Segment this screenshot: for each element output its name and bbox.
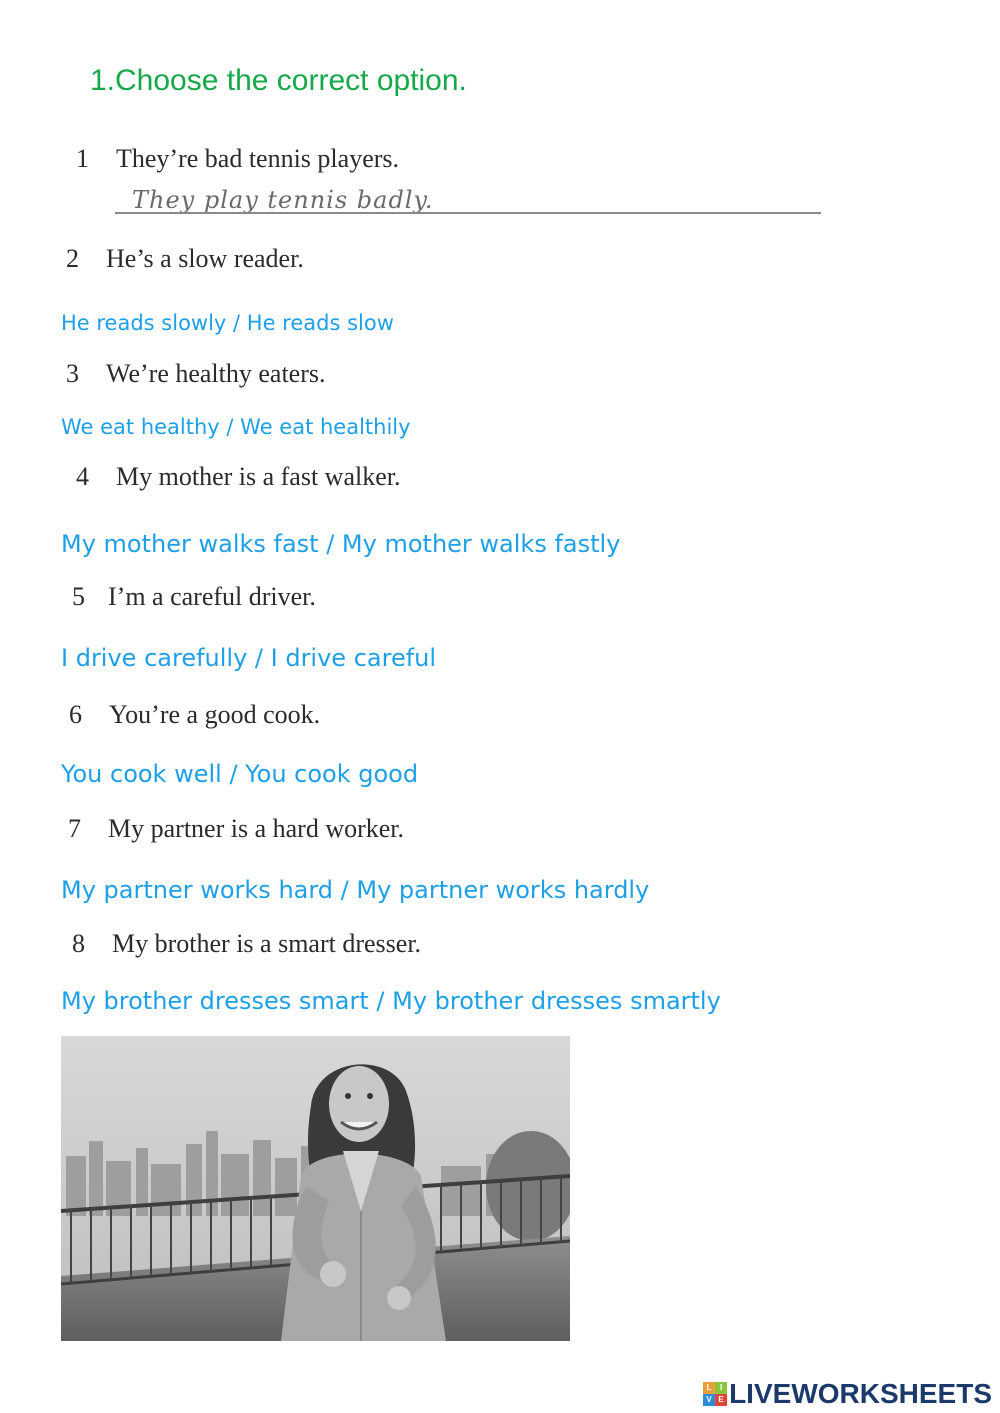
photo-illustration [61, 1036, 570, 1341]
answer-options-7[interactable]: My partner works hard / My partner works hardly [61, 876, 650, 904]
exercise-title: 1.Choose the correct option. [90, 64, 467, 97]
answer-options-3[interactable]: We eat healthy / We eat healthily [61, 415, 411, 439]
question-3 [66, 359, 326, 389]
answer-options-2[interactable]: He reads slowly / He reads slow [61, 311, 394, 335]
question-5 [72, 582, 316, 612]
jogging-woman-photo [61, 1036, 570, 1341]
question-sentence: They’re bad tennis players. [116, 144, 400, 173]
answer-options-6[interactable]: You cook well / You cook good [61, 760, 419, 788]
liveworksheets-logo[interactable] [703, 1378, 992, 1410]
question-sentence: He’s a slow reader. [106, 244, 304, 273]
logo-letter-i: I [715, 1382, 727, 1394]
example-answer: They play tennis badly. [132, 186, 434, 214]
question-2 [66, 244, 304, 274]
question-sentence: I’m a careful driver. [108, 582, 316, 611]
question-sentence: My partner is a hard worker. [108, 814, 405, 843]
question-7 [68, 814, 404, 844]
answer-line [115, 212, 821, 214]
question-8 [72, 929, 421, 959]
question-sentence: You’re a good cook. [109, 700, 321, 729]
answer-options-4[interactable]: My mother walks fast / My mother walks fastly [61, 530, 621, 558]
question-4 [76, 462, 401, 492]
question-number: 3 [66, 359, 79, 388]
question-sentence: My mother is a fast walker. [116, 462, 401, 491]
question-number: 1 [76, 144, 89, 173]
question-number: 7 [68, 814, 81, 843]
logo-mark [703, 1382, 727, 1406]
question-sentence: My brother is a smart dresser. [112, 929, 422, 958]
logo-text: LIVEWORKSHEETS [729, 1378, 992, 1409]
question-number: 6 [69, 700, 82, 729]
logo-letter-v: V [703, 1394, 715, 1406]
logo-letter-e: E [715, 1394, 727, 1406]
logo-letter-l: L [703, 1382, 715, 1394]
question-6 [69, 700, 320, 730]
question-number: 2 [66, 244, 79, 273]
question-number: 5 [72, 582, 85, 611]
answer-options-8[interactable]: My brother dresses smart / My brother dresses smartly [61, 987, 721, 1015]
question-number: 8 [72, 929, 85, 958]
question-number: 4 [76, 462, 89, 491]
question-sentence: We’re healthy eaters. [106, 359, 326, 388]
question-1 [76, 144, 399, 174]
answer-options-5[interactable]: I drive carefully / I drive careful [61, 644, 437, 672]
